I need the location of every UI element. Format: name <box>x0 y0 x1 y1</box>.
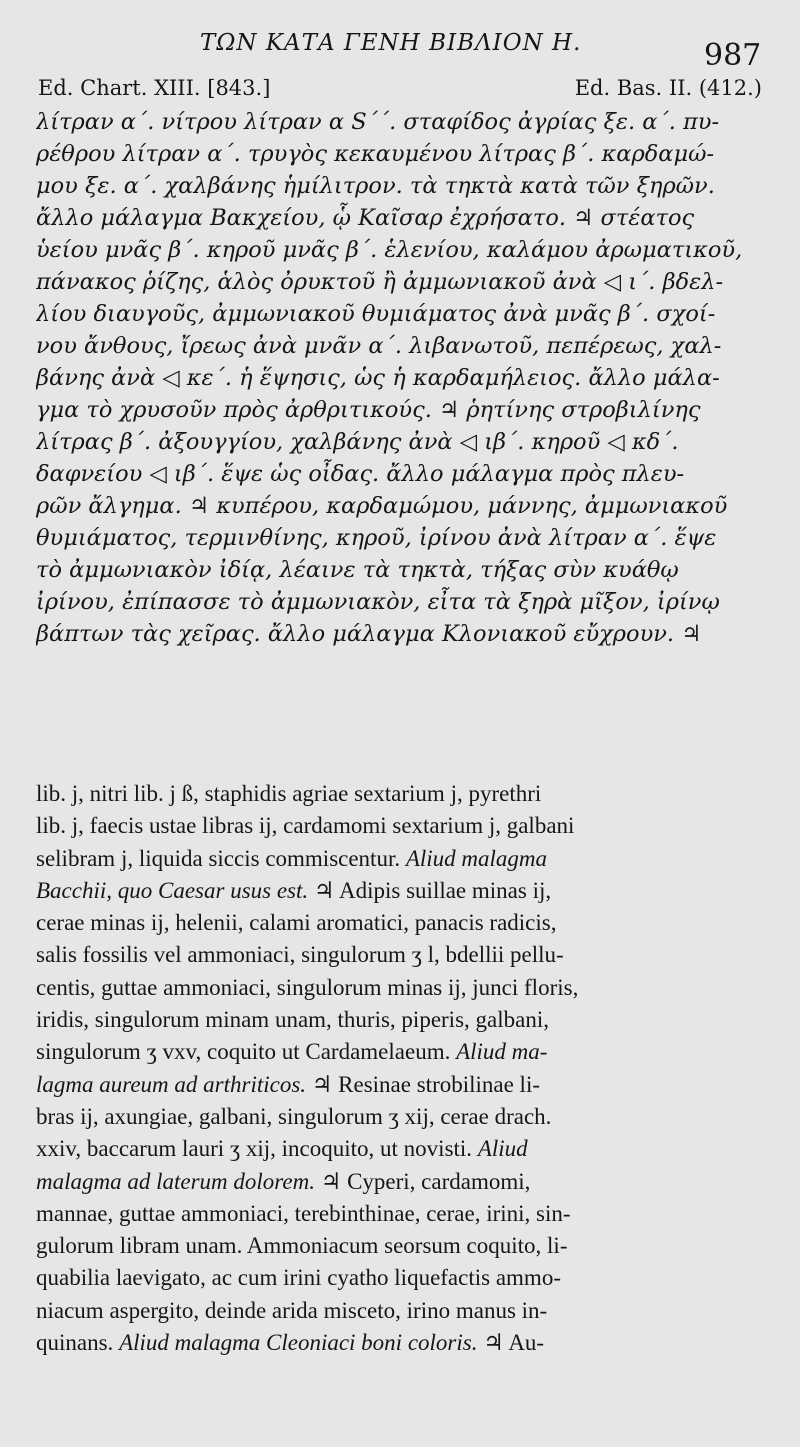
italic-text-run: Aliud <box>477 1136 528 1162</box>
greek-text-block <box>36 106 766 650</box>
greek-text-line: λίτρας β΄. ἀξουγγίου, χαλβάνης ἀνὰ ◁ ιβ΄. κηροῦ ◁ κδ΄. <box>36 429 679 455</box>
text-run: bras ij, axungiae, galbani, singulorum ʒ xij, cerae drach. <box>36 1103 552 1129</box>
greek-text-line: γμα τὸ χρυσοῦν πρὸς ἀρθριτικούς. ♃ ῥητίνης στροβιλίνης <box>36 397 701 423</box>
latin-text-line <box>36 1166 766 1198</box>
latin-text-line <box>36 972 766 1004</box>
text-run: xxiv, baccarum lauri ʒ xij, incoquito, ut novisti. <box>36 1136 478 1162</box>
text-run: quabilia laevigato, ac cum irini cyatho liquefactis ammo- <box>36 1265 561 1291</box>
latin-text-line <box>36 1069 766 1101</box>
italic-text-run: Aliud malagma Cleoniaci boni coloris. <box>119 1330 478 1356</box>
text-run: salis fossilis vel ammoniaci, singulorum ʒ l, bdellii pellu- <box>36 942 564 968</box>
greek-text-line: ρέθρου λίτραν α΄. τρυγὸς κεκαυμένου λίτρας β΄. καρδαμώ- <box>36 141 715 167</box>
greek-text-line: ὑείου μνᾶς β΄. κηροῦ μνᾶς β΄. ἑλενίου, καλάμου ἀρωματικοῦ, <box>36 237 743 263</box>
italic-text-run: lagma aureum ad arthriticos. <box>36 1071 307 1097</box>
text-run: selibram j, liquida siccis commiscentur. <box>36 845 406 871</box>
latin-text-line <box>36 1101 766 1133</box>
latin-translation-block <box>36 778 766 1359</box>
latin-text-line <box>36 1262 766 1294</box>
page-number: 987 <box>704 38 762 73</box>
latin-text-line <box>36 1230 766 1262</box>
latin-text-line <box>36 1295 766 1327</box>
text-run: lib. j, nitri lib. j ß, staphidis agriae sextarium j, pyrethri <box>36 781 542 806</box>
greek-text-line: ἰρίνου, ἐπίπασσε τὸ ἀμμωνιακὸν, εἶτα τὰ ξηρὰ μῖξον, ἰρίνῳ <box>36 589 720 615</box>
latin-text-line <box>36 875 766 907</box>
latin-text-line <box>36 810 766 842</box>
latin-text-line <box>36 1327 766 1359</box>
italic-text-run: Aliud malagma <box>405 845 548 871</box>
text-run: lib. j, faecis ustae libras ij, cardamomi sextarium j, galbani <box>36 813 575 839</box>
greek-text-line: λίτραν α΄. νίτρου λίτραν α S΄΄. σταφίδος ἀγρίας ξε. α΄. πυ- <box>36 109 720 135</box>
italic-text-run: Bacchii, quo Caesar usus est. <box>36 877 309 903</box>
latin-text-line <box>36 1198 766 1230</box>
text-run: quinans. <box>36 1330 120 1356</box>
greek-text-line: ρῶν ἄλγημα. ♃ κυπέρου, καρδαμώμου, μάννης, ἀμμωνιακοῦ <box>36 493 728 519</box>
text-run: iridis, singulorum minam unam, thuris, piperis, galbani, <box>36 1007 549 1033</box>
latin-text-line <box>36 939 766 971</box>
greek-text-line: ἄλλο μάλαγμα Βακχείου, ᾧ Καῖσαρ ἐχρήσατο. ♃ στέατος <box>36 205 695 231</box>
greek-text-line: βάπτων τὰς χεῖρας. ἄλλο μάλαγμα Κλονιακοῦ εὔχρουν. ♃ <box>36 621 702 647</box>
edition-reference-basel: Ed. Bas. II. (412.) <box>574 76 762 100</box>
latin-text-line <box>36 1133 766 1165</box>
italic-text-run: malagma ad laterum dolorem. <box>36 1168 315 1194</box>
text-run: cerae minas ij, helenii, calami aromatici, panacis radicis, <box>36 910 557 936</box>
latin-text-line <box>36 1036 766 1068</box>
greek-text-line: δαφνείου ◁ ιβ΄. ἕψε ὡς οἶδας. ἄλλο μάλαγμα πρὸς πλευ- <box>36 461 685 487</box>
text-run: ♃ Resinae strobilinae li- <box>306 1071 540 1097</box>
text-run: niacum aspergito, deinde arida misceto, irino manus in- <box>36 1297 548 1323</box>
text-run: singulorum ʒ vxv, coquito ut Cardamelaeum. <box>36 1039 457 1065</box>
greek-text-line: νου ἄνθους, ἴρεως ἀνὰ μνᾶν α΄. λιβανωτοῦ, πεπέρεως, χαλ- <box>36 333 722 359</box>
latin-text-line <box>36 1004 766 1036</box>
greek-text-line: θυμιάματος, τερμινθίνης, κηροῦ, ἰρίνου ἀνὰ λίτραν α΄. ἕψε <box>36 525 717 551</box>
latin-text-line <box>36 907 766 939</box>
text-run: ♃ Au- <box>477 1330 545 1356</box>
greek-text-line: μου ξε. α΄. χαλβάνης ἡμίλιτρον. τὰ τηκτὰ κατὰ τῶν ξηρῶν. <box>36 173 715 199</box>
latin-text-line <box>36 843 766 875</box>
greek-text-line: πάνακος ῥίζης, ἁλὸς ὀρυκτοῦ ἢ ἀμμωνιακοῦ ἀνὰ ◁ ι΄. βδελ- <box>36 269 724 295</box>
text-run: ♃ Adipis suillae minas ij, <box>308 877 552 903</box>
running-title: ΤΩΝ ΚΑΤΑ ΓΕΝΗ ΒΙΒΛΙΟΝ Η. <box>200 30 582 56</box>
text-run: ♃ Cyperi, cardamomi, <box>314 1168 531 1194</box>
greek-text-line: τὸ ἀμμωνιακὸν ἰδίᾳ, λέαινε τὰ τηκτὰ, τήξας σὺν κυάθῳ <box>36 557 679 583</box>
edition-reference-chartier: Ed. Chart. XIII. [843.] <box>38 76 271 100</box>
italic-text-run: Aliud ma- <box>456 1039 548 1065</box>
latin-text-line <box>36 778 766 810</box>
greek-text-line: λίου διαυγοῦς, ἀμμωνιακοῦ θυμιάματος ἀνὰ μνᾶς β΄. σχοί- <box>36 301 716 327</box>
text-run: gulorum libram unam. Ammoniacum seorsum coquito, li- <box>36 1233 568 1259</box>
text-run: centis, guttae ammoniaci, singulorum minas ij, junci floris, <box>36 974 579 1000</box>
greek-text-line: βάνης ἀνὰ ◁ κε΄. ἡ ἕψησις, ὡς ἡ καρδαμήλειος. ἄλλο μάλα- <box>36 365 720 391</box>
text-run: mannae, guttae ammoniaci, terebinthinae, cerae, irini, sin- <box>36 1200 571 1226</box>
